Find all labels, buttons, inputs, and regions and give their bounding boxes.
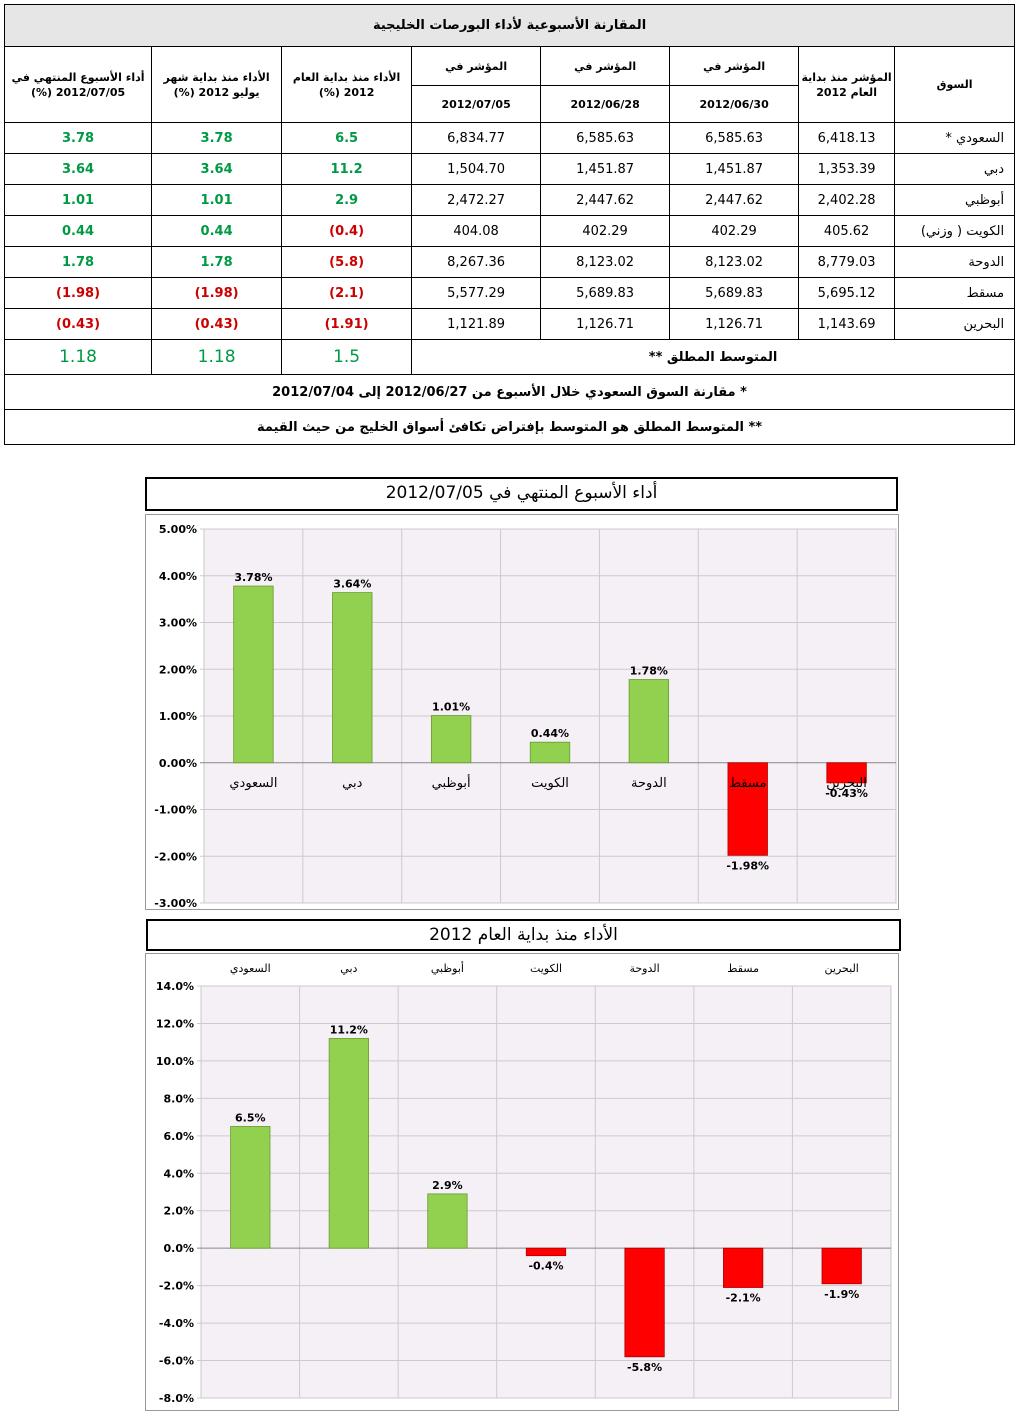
cell-d0705: 5,577.29 [412, 278, 541, 309]
data-label: -0.43% [825, 786, 868, 800]
cell-mtd: 3.78 [152, 123, 282, 154]
y-tick-label: 10.0% [155, 1054, 194, 1068]
cell-week: 3.64 [5, 154, 152, 185]
cell-d0628: 5,689.83 [541, 278, 670, 309]
cell-ytd: 2.9 [282, 185, 412, 216]
chart-ytd-title: الأداء منذ بداية العام 2012 [146, 919, 901, 951]
cell-ytd: 11.2 [282, 154, 412, 185]
data-label: -2.1% [725, 1291, 761, 1305]
cell-d0630: 5,689.83 [670, 278, 799, 309]
cell-mtd: 1.78 [152, 247, 282, 278]
category-label: الكويت [531, 775, 569, 791]
cell-d0630: 1,451.87 [670, 154, 799, 185]
cell-year-start: 8,779.03 [799, 247, 895, 278]
cell-ytd: 6.5 [282, 123, 412, 154]
bar [431, 716, 471, 763]
header-index-0705: المؤشر في [412, 47, 541, 86]
data-label: -5.8% [627, 1360, 663, 1374]
cell-year-start: 1,143.69 [799, 309, 895, 340]
category-label: مسقط [728, 775, 767, 791]
data-label: -0.4% [528, 1259, 564, 1273]
bar [526, 1248, 565, 1255]
category-label: الدوحة [631, 775, 667, 791]
header-year-start: المؤشر منذ بداية العام 2012 [799, 47, 895, 123]
cell-year-start: 6,418.13 [799, 123, 895, 154]
header-date-0630: 2012/06/30 [670, 86, 799, 123]
bar [625, 1248, 664, 1357]
cell-market: مسقط [895, 278, 1015, 309]
cell-week: 3.78 [5, 123, 152, 154]
cell-d0630: 8,123.02 [670, 247, 799, 278]
y-tick-label: 1.00% [158, 710, 197, 723]
cell-ytd: (2.1) [282, 278, 412, 309]
y-tick-label: 5.00% [158, 523, 197, 536]
chart-weekly-frame [145, 514, 899, 910]
data-label: 3.64% [333, 577, 372, 591]
table-row [5, 278, 1015, 309]
average-mtd: 1.18 [152, 340, 282, 375]
cell-week: 0.44 [5, 216, 152, 247]
category-label: دبي [340, 962, 358, 975]
note-average: ** المتوسط المطلق هو المتوسط بإفتراض تكافئ أسواق الخليج من حيث القيمة [5, 410, 1015, 445]
y-tick-label: -6.0% [158, 1354, 194, 1368]
y-tick-label: 8.0% [163, 1092, 194, 1106]
y-tick-label: 0.0% [163, 1242, 194, 1256]
table-row [5, 123, 1015, 154]
bar [329, 1038, 368, 1248]
cell-d0705: 1,504.70 [412, 154, 541, 185]
header-ytd: الأداء منذ بداية العام 2012 (%) [282, 47, 412, 123]
category-label: دبي [342, 775, 363, 791]
category-label: مسقط [727, 962, 760, 975]
y-tick-label: 2.0% [163, 1204, 194, 1218]
y-tick-label: 14.0% [155, 980, 194, 993]
cell-d0705: 6,834.77 [412, 123, 541, 154]
cell-d0628: 6,585.63 [541, 123, 670, 154]
y-tick-label: 4.00% [158, 569, 197, 583]
cell-mtd: (0.43) [152, 309, 282, 340]
category-label: أبوظبي [431, 775, 471, 791]
data-label: 6.5% [235, 1111, 266, 1125]
category-label: الكويت [529, 962, 563, 975]
cell-year-start: 405.62 [799, 216, 895, 247]
cell-year-start: 5,695.12 [799, 278, 895, 309]
header-week: أداء الأسبوع المنتهي في 2012/07/05 (%) [5, 47, 152, 123]
chart-weekly-title: أداء الأسبوع المنتهي في 2012/07/05 [145, 477, 898, 511]
average-week: 1.18 [5, 340, 152, 375]
data-label: -1.98% [726, 859, 770, 873]
chart-ytd-frame [145, 953, 899, 1411]
y-tick-label: -8.0% [158, 1392, 194, 1405]
cell-ytd: (0.4) [282, 216, 412, 247]
plot-area [201, 986, 891, 1398]
bar [822, 1248, 861, 1284]
y-tick-label: 12.0% [155, 1017, 194, 1031]
bar [231, 1126, 270, 1248]
cell-mtd: 1.01 [152, 185, 282, 216]
cell-mtd: 3.64 [152, 154, 282, 185]
average-row [5, 340, 1015, 375]
table-row [5, 154, 1015, 185]
cell-mtd: (1.98) [152, 278, 282, 309]
cell-market: الكويت ( وزني) [895, 216, 1015, 247]
cell-mtd: 0.44 [152, 216, 282, 247]
cell-week: (1.98) [5, 278, 152, 309]
y-tick-label: -2.0% [158, 1279, 194, 1293]
cell-d0705: 1,121.89 [412, 309, 541, 340]
y-tick-label: 3.00% [158, 616, 197, 630]
bar [629, 680, 669, 763]
cell-d0628: 8,123.02 [541, 247, 670, 278]
chart-weekly [146, 515, 898, 909]
cell-week: (0.43) [5, 309, 152, 340]
chart-ytd [146, 954, 898, 1410]
y-tick-label: 6.0% [163, 1129, 194, 1143]
cell-market: الدوحة [895, 247, 1015, 278]
cell-market: البحرين [895, 309, 1015, 340]
y-tick-label: -4.0% [158, 1317, 194, 1331]
cell-market: دبي [895, 154, 1015, 185]
cell-d0628: 2,447.62 [541, 185, 670, 216]
cell-d0630: 1,126.71 [670, 309, 799, 340]
cell-year-start: 1,353.39 [799, 154, 895, 185]
y-tick-label: 4.0% [163, 1167, 194, 1181]
y-tick-label: -2.00% [154, 850, 197, 864]
table-row [5, 185, 1015, 216]
cell-d0705: 2,472.27 [412, 185, 541, 216]
y-tick-label: -3.00% [154, 897, 197, 909]
cell-d0628: 1,451.87 [541, 154, 670, 185]
category-label: أبوظبي [430, 962, 464, 975]
cell-week: 1.01 [5, 185, 152, 216]
cell-d0630: 2,447.62 [670, 185, 799, 216]
table-title: المقارنة الأسبوعية لأداء البورصات الخليجية [5, 5, 1015, 47]
data-label: 3.78% [234, 571, 273, 585]
data-label: 11.2% [329, 1023, 368, 1037]
data-label: 0.44% [530, 727, 570, 741]
header-mtd: الأداء منذ بداية شهر يوليو 2012 (%) [152, 47, 282, 123]
category-label: السعودي [229, 962, 271, 975]
table-row [5, 309, 1015, 340]
header-index-0630: المؤشر في [670, 47, 799, 86]
cell-d0705: 8,267.36 [412, 247, 541, 278]
average-label: المتوسط المطلق ** [412, 340, 1015, 375]
header-index-0628: المؤشر في [541, 47, 670, 86]
bar [530, 742, 570, 763]
cell-market: السعودي * [895, 123, 1015, 154]
header-date-0628: 2012/06/28 [541, 86, 670, 123]
category-label: البحرين [824, 962, 859, 975]
y-tick-label: 0.00% [158, 756, 197, 770]
header-date-0705: 2012/07/05 [412, 86, 541, 123]
data-label: 1.78% [629, 664, 668, 678]
category-label: السعودي [229, 775, 278, 791]
bar [428, 1194, 467, 1248]
header-market: السوق [895, 47, 1015, 123]
cell-d0628: 1,126.71 [541, 309, 670, 340]
cell-week: 1.78 [5, 247, 152, 278]
data-label: 2.9% [432, 1178, 463, 1192]
category-label: الدوحة [629, 962, 660, 975]
data-label: -1.9% [824, 1287, 860, 1301]
cell-ytd: (1.91) [282, 309, 412, 340]
cell-d0628: 402.29 [541, 216, 670, 247]
bar [333, 593, 373, 763]
bar [234, 586, 274, 763]
table-row [5, 216, 1015, 247]
cell-d0630: 6,585.63 [670, 123, 799, 154]
y-tick-label: 2.00% [158, 663, 197, 677]
cell-d0705: 404.08 [412, 216, 541, 247]
cell-d0630: 402.29 [670, 216, 799, 247]
cell-market: أبوظبي [895, 185, 1015, 216]
cell-year-start: 2,402.28 [799, 185, 895, 216]
y-tick-label: -1.00% [154, 803, 197, 817]
bar [723, 1248, 762, 1287]
comparison-table [4, 4, 1015, 445]
category-label: البحرين [826, 775, 867, 791]
table-row [5, 247, 1015, 278]
cell-ytd: (5.8) [282, 247, 412, 278]
data-label: 1.01% [432, 700, 471, 714]
average-ytd: 1.5 [282, 340, 412, 375]
note-saudi: * مقارنة السوق السعودي خلال الأسبوع من 2012/06/27 إلى 2012/07/04 [5, 375, 1015, 410]
